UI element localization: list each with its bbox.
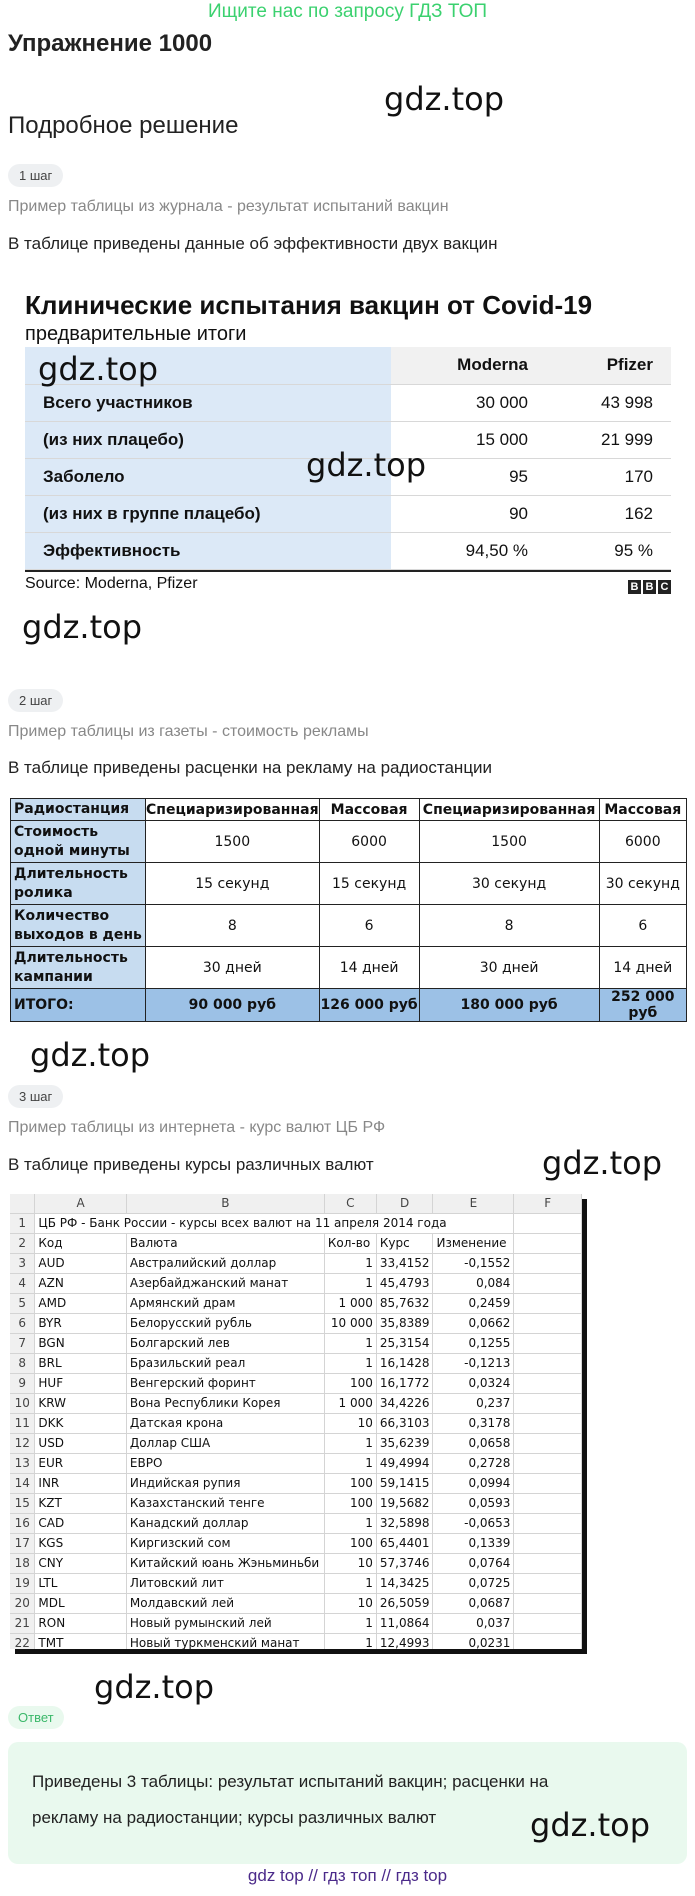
cell: 0,084 <box>433 1273 514 1293</box>
search-banner[interactable]: Ищите нас по запросу ГДЗ ТОП <box>207 1 488 22</box>
cell: 1 <box>324 1513 376 1533</box>
vaccine-subtitle: предварительные итоги <box>25 323 247 345</box>
cell: 14 дней <box>599 947 686 989</box>
cell: Белорусский рубль <box>126 1313 324 1333</box>
cell: 0,3178 <box>433 1413 514 1433</box>
logo-letter: B <box>628 580 641 594</box>
column-header: B <box>126 1194 324 1213</box>
cell <box>514 1473 582 1493</box>
table-row <box>25 532 671 569</box>
cell: RON <box>35 1613 127 1633</box>
table-row <box>10 1633 582 1649</box>
cell: Новый туркменский манат <box>126 1633 324 1649</box>
column-header-row <box>10 1194 582 1213</box>
cell: 100 <box>324 1373 376 1393</box>
total-row <box>11 989 687 1022</box>
cell: 12,4993 <box>376 1633 433 1649</box>
moderna-value: 30 000 <box>391 384 546 421</box>
cell: 1 <box>324 1433 376 1453</box>
cell: 180 000 руб <box>419 989 599 1022</box>
table-row <box>10 1413 582 1433</box>
cell: 59,1415 <box>376 1473 433 1493</box>
cell: 100 <box>324 1493 376 1513</box>
row-label: Стоимость одной минуты <box>11 821 146 863</box>
cell <box>514 1393 582 1413</box>
step-1-text: В таблице приведены данные об эффективности двух вакцин <box>8 234 498 253</box>
table-row <box>11 821 687 863</box>
watermark: gdz.top <box>94 1668 215 1706</box>
step-1-badge: 1 шаг <box>8 164 63 187</box>
row-number: 4 <box>10 1273 35 1293</box>
watermark: gdz.top <box>38 350 159 388</box>
cell <box>514 1213 582 1233</box>
cell: KZT <box>35 1493 127 1513</box>
step-3-subtitle: Пример таблицы из интернета - курс валют ЦБ РФ <box>8 1119 386 1136</box>
cell: 126 000 руб <box>319 989 419 1022</box>
table-row <box>11 947 687 989</box>
answer-badge: Ответ <box>8 1706 64 1729</box>
cell <box>514 1553 582 1573</box>
moderna-value: 94,50 % <box>391 532 546 569</box>
row-label: Длительность кампании <box>11 947 146 989</box>
answer-text: Приведены 3 таблицы: результат испытаний вакцин; расценки на рекламу на радиостанции; курсы различных валют <box>32 1772 549 1827</box>
cell: INR <box>35 1473 127 1493</box>
cell: 1 <box>324 1353 376 1373</box>
watermark: gdz.top <box>30 1036 151 1074</box>
cell: 49,4994 <box>376 1453 433 1473</box>
table-row <box>10 1453 582 1473</box>
cell: Код <box>35 1233 127 1253</box>
cell: TMT <box>35 1633 127 1649</box>
cell: Молдавский лей <box>126 1593 324 1613</box>
cell: CAD <box>35 1513 127 1533</box>
cell <box>514 1293 582 1313</box>
cell: 35,6239 <box>376 1433 433 1453</box>
table-row <box>10 1473 582 1493</box>
cell: 6000 <box>599 821 686 863</box>
table-row <box>10 1273 582 1293</box>
vaccine-trials-image <box>22 282 675 604</box>
row-number: 8 <box>10 1353 35 1373</box>
cell: Армянский драм <box>126 1293 324 1313</box>
step-3-text: В таблице приведены курсы различных валют <box>8 1155 374 1174</box>
divider <box>25 570 671 572</box>
row-number: 7 <box>10 1333 35 1353</box>
cell: 30 секунд <box>599 863 686 905</box>
bbc-logo <box>628 580 671 594</box>
cell: Киргизский сом <box>126 1533 324 1553</box>
pfizer-value: 43 998 <box>546 384 671 421</box>
cell: 1 000 <box>324 1393 376 1413</box>
cell: Венгерский форинт <box>126 1373 324 1393</box>
cell: 16,1772 <box>376 1373 433 1393</box>
cell: 0,0994 <box>433 1473 514 1493</box>
step-2-subtitle: Пример таблицы из газеты - стоимость рекламы <box>8 723 369 740</box>
cell: 85,7632 <box>376 1293 433 1313</box>
vaccine-col-pfizer: Pfizer <box>546 347 671 384</box>
table-row <box>25 384 671 421</box>
cell: 10 <box>324 1553 376 1573</box>
table-row <box>10 1533 582 1553</box>
cell: Бразильский реал <box>126 1353 324 1373</box>
cell <box>514 1593 582 1613</box>
row-label: Заболело <box>25 458 391 495</box>
cell: DKK <box>35 1413 127 1433</box>
row-number: 19 <box>10 1573 35 1593</box>
row-label: (из них плацебо) <box>25 421 391 458</box>
cell: Болгарский лев <box>126 1333 324 1353</box>
table-row <box>10 1233 582 1253</box>
row-number: 20 <box>10 1593 35 1613</box>
cell: Азербайджанский манат <box>126 1273 324 1293</box>
moderna-value: 15 000 <box>391 421 546 458</box>
cell: 35,8389 <box>376 1313 433 1333</box>
watermark: gdz.top <box>22 608 143 646</box>
currency-spreadsheet <box>10 1194 582 1649</box>
table-row <box>10 1493 582 1513</box>
cell <box>514 1453 582 1473</box>
cell <box>514 1613 582 1633</box>
corner-cell <box>10 1194 35 1213</box>
step-2-text: В таблице приведены расценки на рекламу на радиостанции <box>8 758 493 777</box>
cell: Курс <box>376 1233 433 1253</box>
cell <box>514 1573 582 1593</box>
footer-links[interactable]: gdz top // гдз топ // гдз top <box>247 1866 448 1885</box>
cell: ЕВРО <box>126 1453 324 1473</box>
header-cell: Массовая <box>599 799 686 821</box>
row-number: 22 <box>10 1633 35 1649</box>
cell: 252 000 руб <box>599 989 686 1022</box>
cell: 1 <box>324 1333 376 1353</box>
cell: 11,0864 <box>376 1613 433 1633</box>
cell: Индийская рупия <box>126 1473 324 1493</box>
table-row <box>10 1333 582 1353</box>
table-row <box>10 1573 582 1593</box>
radio-ad-table <box>10 798 687 1022</box>
vaccine-col-moderna: Moderna <box>391 347 546 384</box>
cell: -0,0653 <box>433 1513 514 1533</box>
cell <box>514 1273 582 1293</box>
row-number: 11 <box>10 1413 35 1433</box>
cell: 0,1339 <box>433 1533 514 1553</box>
cell: Канадский доллар <box>126 1513 324 1533</box>
table-row <box>10 1553 582 1573</box>
cell: BRL <box>35 1353 127 1373</box>
cell: Кол-во <box>324 1233 376 1253</box>
cell: Литовский лит <box>126 1573 324 1593</box>
cell: Валюта <box>126 1233 324 1253</box>
table-row <box>10 1393 582 1413</box>
row-number: 9 <box>10 1373 35 1393</box>
column-header: F <box>514 1194 582 1213</box>
header-cell: Радиостанция <box>11 799 146 821</box>
table-row <box>11 905 687 947</box>
cell: 32,5898 <box>376 1513 433 1533</box>
row-number: 16 <box>10 1513 35 1533</box>
column-header: D <box>376 1194 433 1213</box>
cell: 14,3425 <box>376 1573 433 1593</box>
step-1-subtitle: Пример таблицы из журнала - результат испытаний вакцин <box>8 198 449 215</box>
column-header: E <box>433 1194 514 1213</box>
header-cell: Специаризированная <box>419 799 599 821</box>
row-label: ИТОГО: <box>11 989 146 1022</box>
cell: -0,1552 <box>433 1253 514 1273</box>
cell: 30 дней <box>419 947 599 989</box>
table-row <box>25 495 671 532</box>
table-row <box>10 1593 582 1613</box>
cell: 19,5682 <box>376 1493 433 1513</box>
table-row <box>10 1353 582 1373</box>
watermark: gdz.top <box>530 1806 651 1844</box>
row-label: (из них в группе плацебо) <box>25 495 391 532</box>
cell <box>514 1513 582 1533</box>
cell: Доллар США <box>126 1433 324 1453</box>
row-number: 6 <box>10 1313 35 1333</box>
cell: 8 <box>419 905 599 947</box>
cell <box>514 1313 582 1333</box>
moderna-value: 90 <box>391 495 546 532</box>
cell: Датская крона <box>126 1413 324 1433</box>
watermark: gdz.top <box>542 1144 663 1182</box>
cell: Австралийский доллар <box>126 1253 324 1273</box>
cell: 90 000 руб <box>146 989 320 1022</box>
cell: 45,4793 <box>376 1273 433 1293</box>
cell: 0,0658 <box>433 1433 514 1453</box>
row-number: 17 <box>10 1533 35 1553</box>
cell: 0,0231 <box>433 1633 514 1649</box>
cell: 0,037 <box>433 1613 514 1633</box>
cell: 0,0725 <box>433 1573 514 1593</box>
cell <box>514 1533 582 1553</box>
table-row <box>11 863 687 905</box>
cell: 6000 <box>319 821 419 863</box>
cell: BGN <box>35 1333 127 1353</box>
cell: 30 дней <box>146 947 320 989</box>
cell: KRW <box>35 1393 127 1413</box>
row-label: Всего участников <box>25 384 391 421</box>
pfizer-value: 162 <box>546 495 671 532</box>
pfizer-value: 95 % <box>546 532 671 569</box>
cell: 16,1428 <box>376 1353 433 1373</box>
cell: LTL <box>35 1573 127 1593</box>
cell: 66,3103 <box>376 1413 433 1433</box>
page-title: Упражнение 1000 <box>8 30 213 57</box>
cell <box>514 1233 582 1253</box>
step-3-badge: 3 шаг <box>8 1085 63 1108</box>
vaccine-source: Source: Moderna, Pfizer <box>25 575 198 592</box>
cell: BYR <box>35 1313 127 1333</box>
cell: 0,2459 <box>433 1293 514 1313</box>
cell: AUD <box>35 1253 127 1273</box>
row-number: 1 <box>10 1213 35 1233</box>
cell: 57,3746 <box>376 1553 433 1573</box>
cell: MDL <box>35 1593 127 1613</box>
row-number: 10 <box>10 1393 35 1413</box>
answer-box <box>8 1742 687 1864</box>
cell <box>514 1633 582 1649</box>
cell: 10 <box>324 1593 376 1613</box>
table-row <box>10 1313 582 1333</box>
cell: USD <box>35 1433 127 1453</box>
cell: AMD <box>35 1293 127 1313</box>
column-header: C <box>324 1194 376 1213</box>
row-number: 13 <box>10 1453 35 1473</box>
row-number: 15 <box>10 1493 35 1513</box>
cell: -0,1213 <box>433 1353 514 1373</box>
vaccine-title: Клинические испытания вакцин от Covid-19 <box>25 290 593 320</box>
row-number: 18 <box>10 1553 35 1573</box>
cell: 26,5059 <box>376 1593 433 1613</box>
header-cell: Специаризированная <box>146 799 320 821</box>
header-cell: Массовая <box>319 799 419 821</box>
cell: Вона Республики Корея <box>126 1393 324 1413</box>
moderna-value: 95 <box>391 458 546 495</box>
cell: 6 <box>599 905 686 947</box>
cell: 14 дней <box>319 947 419 989</box>
cell: 1 000 <box>324 1293 376 1313</box>
table-row <box>10 1613 582 1633</box>
cell <box>514 1353 582 1373</box>
cell: HUF <box>35 1373 127 1393</box>
table-row <box>10 1433 582 1453</box>
cell: 100 <box>324 1473 376 1493</box>
cell: 1 <box>324 1573 376 1593</box>
table-row <box>10 1373 582 1393</box>
cell: 8 <box>146 905 320 947</box>
cell: Изменение <box>433 1233 514 1253</box>
cell <box>514 1493 582 1513</box>
row-number: 21 <box>10 1613 35 1633</box>
row-number: 5 <box>10 1293 35 1313</box>
step-2-badge: 2 шаг <box>8 689 63 712</box>
row-number: 12 <box>10 1433 35 1453</box>
cell: 0,237 <box>433 1393 514 1413</box>
cell: 0,0687 <box>433 1593 514 1613</box>
cell: 1 <box>324 1613 376 1633</box>
table-row <box>10 1513 582 1533</box>
cell: 1 <box>324 1633 376 1649</box>
cell <box>514 1373 582 1393</box>
column-header: A <box>35 1194 127 1213</box>
cell: 10 <box>324 1413 376 1433</box>
cell: 0,0662 <box>433 1313 514 1333</box>
cell: 1500 <box>146 821 320 863</box>
cell <box>514 1413 582 1433</box>
pfizer-value: 21 999 <box>546 421 671 458</box>
cell: 1 <box>324 1273 376 1293</box>
watermark: gdz.top <box>306 446 427 484</box>
pfizer-value: 170 <box>546 458 671 495</box>
cell: 33,4152 <box>376 1253 433 1273</box>
logo-letter: C <box>658 580 671 594</box>
cell: EUR <box>35 1453 127 1473</box>
cell <box>514 1253 582 1273</box>
cell: AZN <box>35 1273 127 1293</box>
cell: 0,1255 <box>433 1333 514 1353</box>
logo-letter: B <box>643 580 656 594</box>
row-label: Количество выходов в день <box>11 905 146 947</box>
cell: 65,4401 <box>376 1533 433 1553</box>
row-number: 14 <box>10 1473 35 1493</box>
row-label: Эффективность <box>25 532 391 569</box>
table-row <box>10 1253 582 1273</box>
cell: Казахстанский тенге <box>126 1493 324 1513</box>
row-number: 2 <box>10 1233 35 1253</box>
cell <box>514 1433 582 1453</box>
cell: 0,2728 <box>433 1453 514 1473</box>
table-row <box>10 1213 582 1233</box>
radio-header-row <box>11 799 687 821</box>
cell: 100 <box>324 1533 376 1553</box>
cell: 0,0324 <box>433 1373 514 1393</box>
table-row <box>10 1293 582 1313</box>
cell: 1 <box>324 1453 376 1473</box>
cell: 0,0764 <box>433 1553 514 1573</box>
cell: 0,0593 <box>433 1493 514 1513</box>
cell: 10 000 <box>324 1313 376 1333</box>
cell: 15 секунд <box>319 863 419 905</box>
cell: CNY <box>35 1553 127 1573</box>
cell: Китайский юань Жэньминьби <box>126 1553 324 1573</box>
sheet-title-cell: ЦБ РФ - Банк России - курсы всех валют на 11 апреля 2014 года <box>35 1213 514 1233</box>
watermark: gdz.top <box>384 80 505 118</box>
cell: 6 <box>319 905 419 947</box>
cell: KGS <box>35 1533 127 1553</box>
cell: 15 секунд <box>146 863 320 905</box>
cell: Новый румынский лей <box>126 1613 324 1633</box>
solution-heading: Подробное решение <box>8 112 239 139</box>
row-number: 3 <box>10 1253 35 1273</box>
row-label: Длительность ролика <box>11 863 146 905</box>
cell: 1 <box>324 1253 376 1273</box>
cell: 30 секунд <box>419 863 599 905</box>
cell <box>514 1333 582 1353</box>
cell: 1500 <box>419 821 599 863</box>
cell: 25,3154 <box>376 1333 433 1353</box>
cell: 34,4226 <box>376 1393 433 1413</box>
